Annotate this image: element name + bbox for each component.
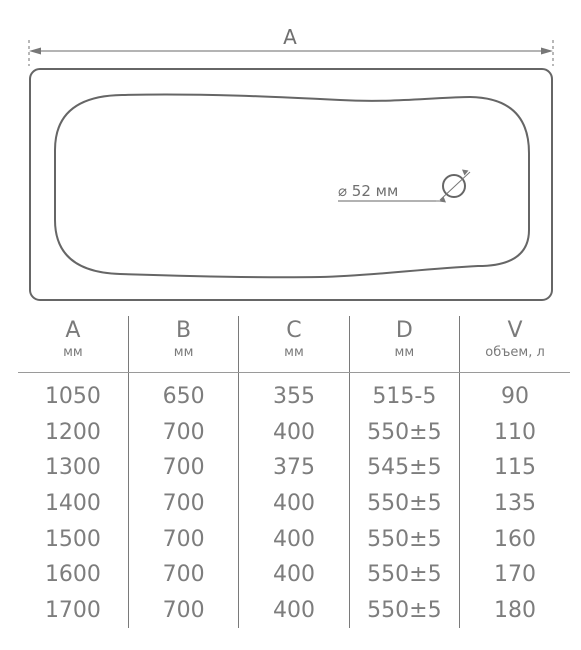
column-letter: C (286, 318, 302, 343)
drain-diameter-label: ⌀ 52 мм (338, 182, 399, 200)
table-cell: 1700 (44, 597, 101, 623)
drain-hole (338, 170, 470, 203)
specs-table (18, 316, 570, 628)
table-header (18, 316, 570, 373)
table-cell: 1300 (44, 455, 101, 481)
table-cell: 700 (128, 450, 238, 486)
column-header (349, 316, 459, 373)
column-unit: мм (284, 345, 304, 360)
table-row (18, 486, 570, 522)
table-cell: 1050 (44, 384, 101, 410)
table-cell: 1400 (44, 491, 101, 517)
table-cell: 550±5 (349, 486, 459, 522)
table-cell: 550±5 (349, 593, 459, 629)
table-row (18, 373, 570, 415)
column-unit: мм (394, 345, 415, 360)
table-cell: 170 (460, 557, 570, 593)
table-cell: 700 (128, 486, 238, 522)
table-cell: 135 (460, 486, 570, 522)
table-cell: 550±5 (349, 415, 459, 451)
dimension-a (29, 25, 553, 66)
column-letter: A (65, 318, 81, 343)
table-cell: 400 (239, 486, 349, 522)
table-cell: 1200 (44, 419, 101, 445)
column-unit: мм (63, 345, 83, 360)
column-header (128, 316, 238, 373)
dimension-a-label: A (283, 25, 297, 49)
table-cell: 700 (128, 521, 238, 557)
table-cell: 700 (128, 593, 238, 629)
table-cell: 1600 (44, 562, 101, 588)
table-cell: 160 (460, 521, 570, 557)
table-row (18, 593, 570, 629)
table-cell: 400 (239, 415, 349, 451)
table-cell: 545±5 (349, 450, 459, 486)
table-cell: 400 (239, 593, 349, 629)
column-letter: V (507, 318, 523, 343)
table-cell: 180 (460, 593, 570, 629)
table-row (18, 450, 570, 486)
column-unit: объем, л (485, 345, 545, 360)
table-row (18, 557, 570, 593)
table-cell: 400 (239, 521, 349, 557)
column-header (239, 316, 349, 373)
column-letter: D (395, 318, 413, 343)
table-cell: 1500 (44, 526, 101, 552)
table-cell: 400 (239, 557, 349, 593)
table-cell: 700 (128, 557, 238, 593)
bathtub-drawing (0, 0, 581, 310)
table-cell: 515-5 (349, 373, 459, 415)
table-cell: 355 (239, 373, 349, 415)
table-cell: 550±5 (349, 521, 459, 557)
table-cell: 550±5 (349, 557, 459, 593)
table-cell: 110 (460, 415, 570, 451)
bathtub-inner-basin (55, 94, 529, 277)
column-header (18, 316, 128, 373)
table-cell: 375 (239, 450, 349, 486)
table-cell: 700 (128, 415, 238, 451)
table-cell: 90 (460, 373, 570, 415)
column-unit: мм (173, 345, 194, 360)
table-row (18, 521, 570, 557)
table-cell: 115 (460, 450, 570, 486)
table-cell: 650 (128, 373, 238, 415)
table-row (18, 415, 570, 451)
column-letter: B (176, 318, 192, 343)
column-header (460, 316, 570, 373)
